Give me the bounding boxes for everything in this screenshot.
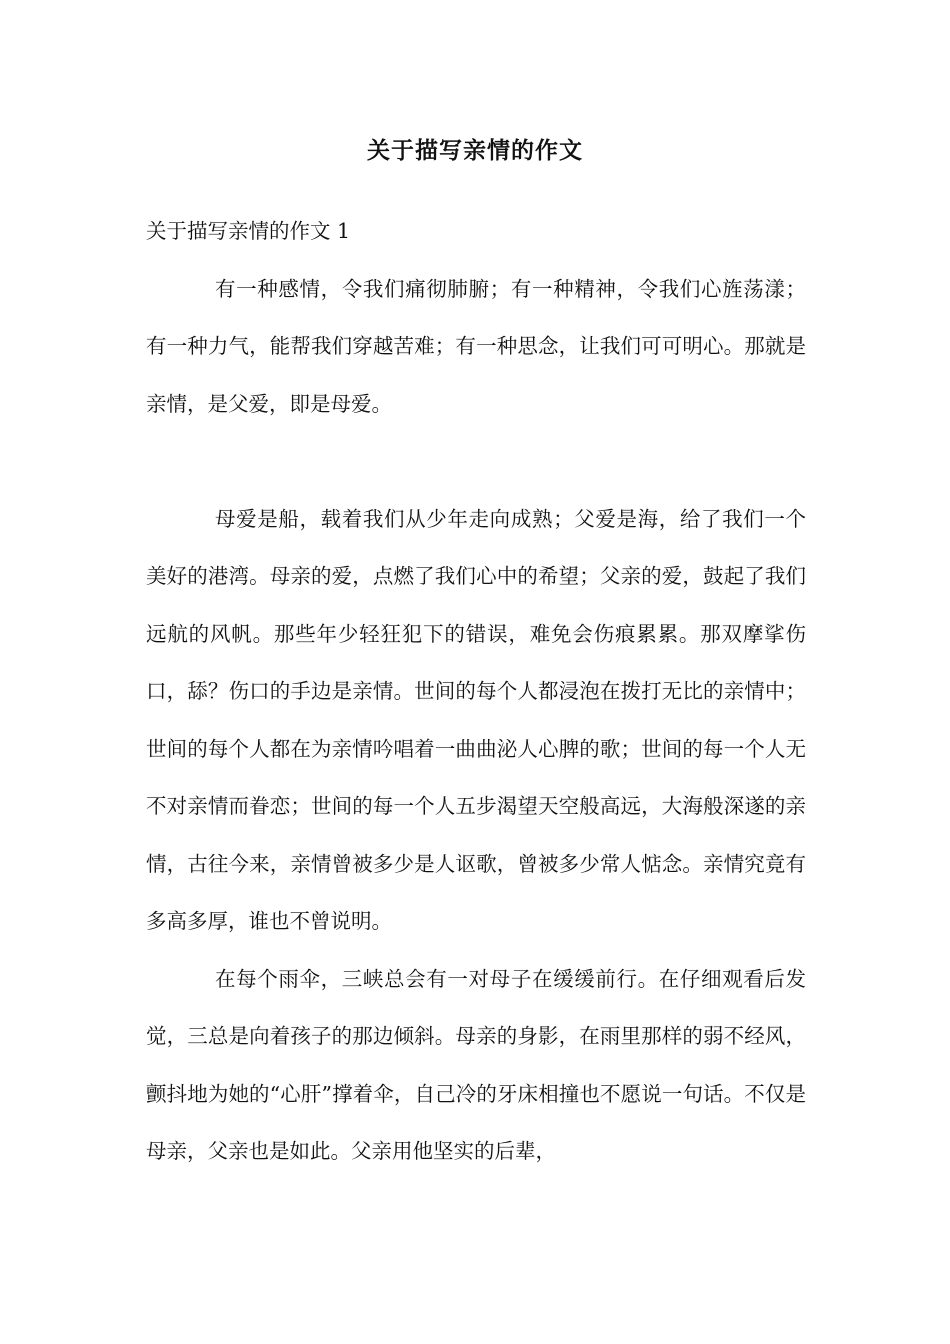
paragraph-2: 母爱是船，载着我们从少年走向成熟；父爱是海，给了我们一个美好的港湾。母亲的爱，点燃了我们心中的希望；父亲的爱，鼓起了我们远航的风帆。那些年少轻狂犯下的错误，难免会伤痕累累。那双摩挲伤口，舔？伤口的手边是亲情。世间的每个人都浸泡在拨打无比的亲情中；世间的每个人都在为亲情吟唱着一曲曲泌人心脾的歌；世间的每一个人无不对亲情而眷恋；世间的每一个人五步渴望天空般高远，大海般深遂的亲情，古往今来，亲情曾被多少是人讴歌，曾被多少常人惦念。亲情究竟有多高多厚，谁也不曾说明。 [146, 506, 806, 933]
document-title: 关于描写亲情的作文 [367, 137, 583, 164]
paragraph-3: 在每个雨伞，三峡总会有一对母子在缓缓前行。在仔细观看后发觉，三总是向着孩子的那边倾斜。母亲的身影，在雨里那样的弱不经风，颤抖地为她的“心肝”撑着伞，自己冷的牙床相撞也不愿说一句话。不仅是母亲，父亲也是如此。父亲用他坚实的后辈， [146, 966, 806, 1163]
document-body [146, 203, 806, 1181]
paragraph-spacer [146, 433, 806, 491]
section-heading: 关于描写亲情的作文 1 [146, 219, 351, 243]
paragraph-1: 有一种感情，令我们痛彻肺腑；有一种精神，令我们心旌荡漾；有一种力气，能帮我们穿越苦难；有一种思念，让我们可可明心。那就是亲情，是父爱，即是母爱。 [146, 276, 806, 416]
